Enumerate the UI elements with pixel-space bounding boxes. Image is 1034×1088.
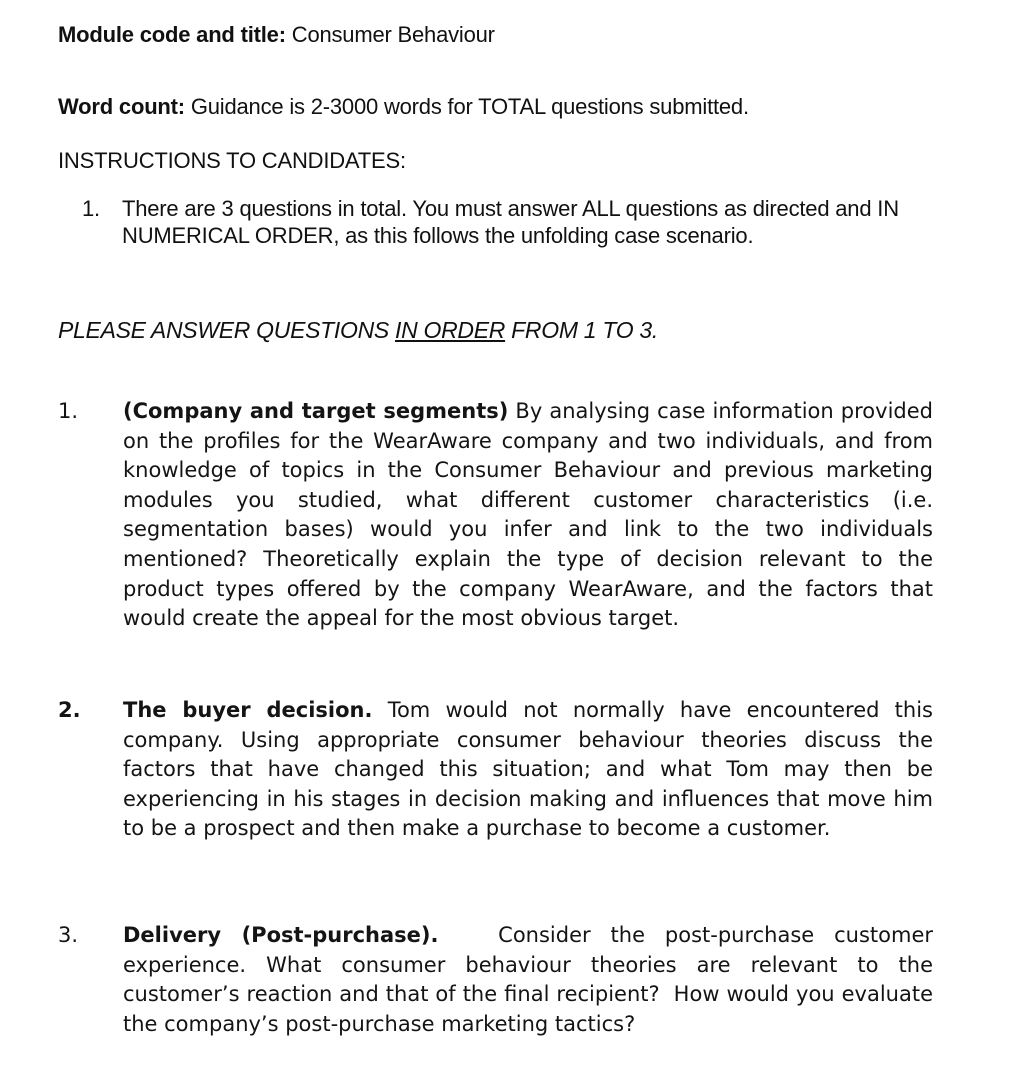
question-body: By analysing case information provided on the profiles for the WearAware company and two individuals, and from knowledge of topics in the Consumer Behaviour and previous marketing modules you studied, what different customer characteristics (i.e. segmentation bases) would you infer and link to the two individuals mentioned? Theoretically explain the type of decision relevant to the product types offered by the company WearAware, and the factors that would create the appeal for the most obvious target. [123, 399, 933, 631]
word-count-line [58, 94, 749, 120]
order-note-after: FROM 1 TO 3. [505, 317, 658, 343]
instruction-text: There are 3 questions in total. You must answer ALL questions as directed and IN NUMERICAL ORDER, as this follows the unfolding case scenario. [122, 196, 899, 248]
question-number: 1. [58, 399, 79, 423]
module-line [58, 22, 495, 48]
word-count-label: Word count: [58, 94, 185, 119]
order-note-before: PLEASE ANSWER QUESTIONS [58, 317, 396, 343]
question-3 [58, 921, 940, 1041]
word-count-value: Guidance is 2-3000 words for TOTAL questions submitted. [190, 94, 749, 119]
instructions-heading: INSTRUCTIONS TO CANDIDATES: [58, 148, 406, 173]
question-title: (Company and target segments) [123, 399, 509, 423]
module-value: Consumer Behaviour [291, 22, 495, 47]
question-body: Tom would not normally have encountered this company. Using appropriate consumer behaviour theories discuss the factors that have changed this situation; and what Tom may then be experiencing in his stages in decision making and influences that move him to be a prospect and then make a purchase to become a customer. [123, 698, 933, 841]
question-title: The buyer decision. [123, 698, 373, 722]
order-note-underlined: IN ORDER [395, 317, 506, 343]
question-text [123, 921, 940, 1039]
question-number: 3. [58, 923, 79, 947]
module-label: Module code and title: [58, 22, 286, 47]
question-text [123, 397, 933, 634]
question-title: Delivery (Post-purchase). [123, 923, 439, 947]
question-text [123, 696, 933, 844]
question-1 [58, 397, 933, 637]
instruction-number: 1. [82, 196, 100, 221]
question-number: 2. [58, 698, 81, 722]
question-2 [58, 696, 933, 846]
order-note [58, 317, 658, 344]
question-body: Consider the post-purchase customer experience. What consumer behaviour theories are relevant to the customer’s reaction and that of the final recipient? How would you evaluate the company’s post-purchase marketing tactics? [123, 923, 940, 1036]
